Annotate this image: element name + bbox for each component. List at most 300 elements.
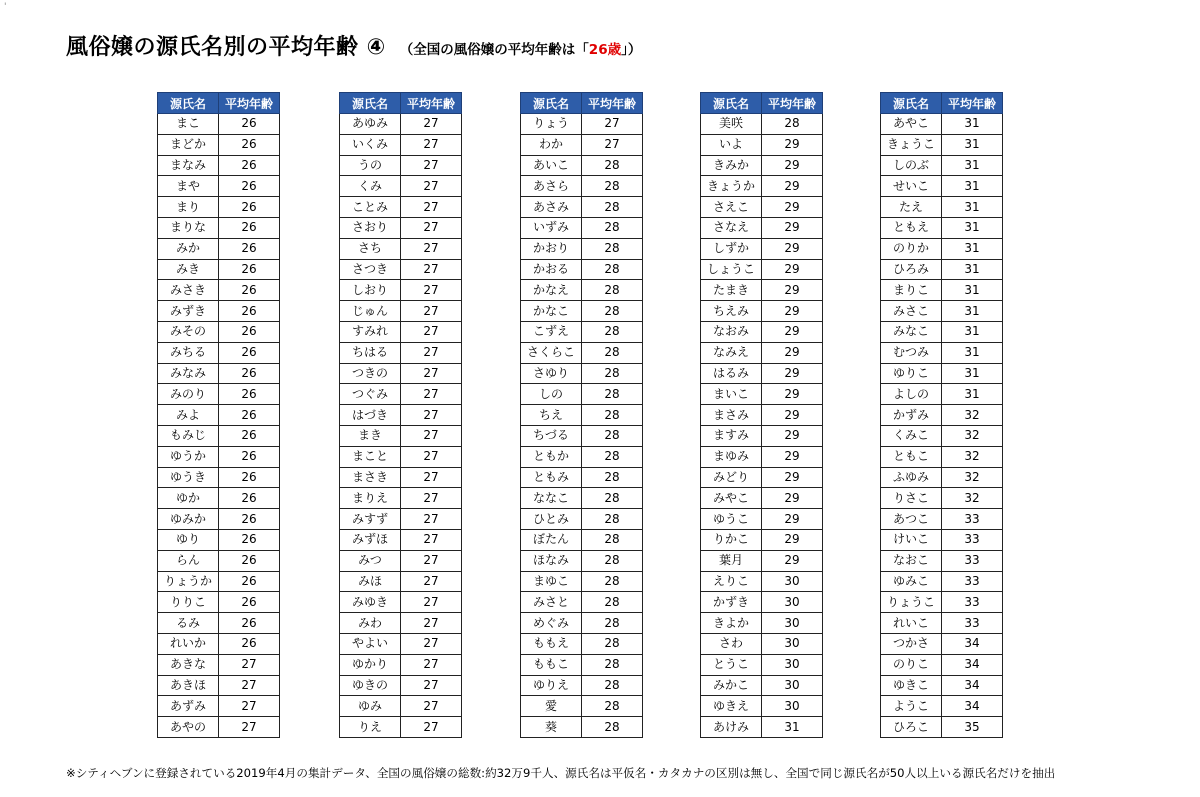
name-cell: りかこ [701,529,762,550]
table-row [881,176,1003,197]
name-cell: あけみ [701,717,762,738]
table-row [340,155,462,176]
name-cell: れいか [158,633,219,654]
table-row [701,613,823,634]
name-cell: ももこ [521,654,582,675]
table-row [340,217,462,238]
age-cell: 34 [942,675,1003,696]
age-cell: 28 [582,280,643,301]
table-row [340,280,462,301]
name-cell: まりえ [340,488,401,509]
table-row [158,488,280,509]
table-row [340,675,462,696]
age-cell: 28 [582,405,643,426]
name-cell: りさこ [881,488,942,509]
age-table-2 [339,92,462,738]
name-cell: さわ [701,633,762,654]
table-row [340,550,462,571]
table-row [158,675,280,696]
name-cell: ひろみ [881,259,942,280]
name-cell: ようこ [881,696,942,717]
age-cell: 33 [942,550,1003,571]
age-cell: 27 [401,613,462,634]
age-cell: 31 [942,301,1003,322]
age-cell: 34 [942,633,1003,654]
age-cell: 27 [401,176,462,197]
name-cell: ゆりこ [881,363,942,384]
table-row [881,384,1003,405]
name-cell: みき [158,259,219,280]
name-cell: まこと [340,446,401,467]
name-cell: まき [340,425,401,446]
age-cell: 27 [219,654,280,675]
age-cell: 28 [582,321,643,342]
header-average-age: 平均年齢 [942,93,1003,114]
name-cell: みなみ [158,363,219,384]
header-average-age: 平均年齢 [219,93,280,114]
name-cell: あさら [521,176,582,197]
table-row [521,592,643,613]
age-cell: 32 [942,425,1003,446]
age-cell: 26 [219,197,280,218]
age-cell: 34 [942,696,1003,717]
table-row [701,550,823,571]
age-cell: 33 [942,613,1003,634]
name-cell: しの [521,384,582,405]
table-row [881,134,1003,155]
table-row [521,529,643,550]
age-cell: 29 [762,176,823,197]
name-cell: うの [340,155,401,176]
age-cell: 27 [401,155,462,176]
table-row [521,301,643,322]
age-cell: 33 [942,571,1003,592]
table-row [881,197,1003,218]
name-cell: みゆき [340,592,401,613]
name-cell: きょうこ [881,134,942,155]
name-cell: みのり [158,384,219,405]
name-cell: かずみ [881,405,942,426]
table-row [340,384,462,405]
age-cell: 27 [401,509,462,530]
name-cell: あやの [158,717,219,738]
name-cell: りょう [521,114,582,135]
table-row [521,488,643,509]
table-row [158,217,280,238]
table-row [701,363,823,384]
table-row [881,301,1003,322]
name-cell: まりな [158,217,219,238]
table-row [158,633,280,654]
age-cell: 27 [401,633,462,654]
name-cell: みどり [701,467,762,488]
age-cell: 27 [582,134,643,155]
age-cell: 31 [942,134,1003,155]
name-cell: ゆきの [340,675,401,696]
table-row [340,197,462,218]
age-cell: 31 [942,259,1003,280]
age-cell: 26 [219,405,280,426]
age-cell: 26 [219,259,280,280]
name-cell: とうこ [701,654,762,675]
name-cell: みさと [521,592,582,613]
table-row [701,529,823,550]
table-row [521,717,643,738]
table-row [881,613,1003,634]
table-row [340,342,462,363]
subtitle-prefix: （全国の風俗嬢の平均年齢は「 [399,42,589,58]
table-row [521,571,643,592]
age-cell: 29 [762,238,823,259]
table-row [158,384,280,405]
name-cell: こずえ [521,321,582,342]
name-cell: みわ [340,613,401,634]
table-row [701,509,823,530]
name-cell: わか [521,134,582,155]
table-row [340,114,462,135]
name-cell: れいこ [881,613,942,634]
age-cell: 26 [219,613,280,634]
table-row [701,134,823,155]
table-row [521,384,643,405]
age-cell: 28 [582,633,643,654]
age-cell: 28 [582,176,643,197]
name-cell: 美咲 [701,114,762,135]
age-cell: 28 [582,509,643,530]
table-row [158,446,280,467]
age-cell: 28 [582,342,643,363]
table-row [881,675,1003,696]
table-row [340,488,462,509]
age-cell: 29 [762,217,823,238]
table-row [701,321,823,342]
name-cell: りりこ [158,592,219,613]
age-cell: 27 [401,571,462,592]
header-average-age: 平均年齢 [762,93,823,114]
table-row [881,571,1003,592]
age-cell: 29 [762,488,823,509]
name-cell: さなえ [701,217,762,238]
name-cell: かなこ [521,301,582,322]
age-cell: 27 [582,114,643,135]
age-cell: 27 [219,675,280,696]
table-row [158,529,280,550]
name-cell: ゆか [158,488,219,509]
table-row [340,425,462,446]
name-cell: つきの [340,363,401,384]
age-cell: 28 [582,613,643,634]
name-cell: まゆこ [521,571,582,592]
age-cell: 27 [401,197,462,218]
name-cell: かおる [521,259,582,280]
name-cell: いくみ [340,134,401,155]
table-row [340,696,462,717]
name-cell: みか [158,238,219,259]
age-cell: 30 [762,571,823,592]
average-age-highlight: 26歳 [588,42,622,58]
age-cell: 29 [762,134,823,155]
table-row [701,280,823,301]
name-cell: ほなみ [521,550,582,571]
header-name: 源氏名 [521,93,582,114]
table-row [521,259,643,280]
name-cell: まり [158,197,219,218]
age-cell: 28 [582,197,643,218]
age-cell: 29 [762,197,823,218]
table-row [340,717,462,738]
age-cell: 27 [401,259,462,280]
age-cell: 28 [582,550,643,571]
table-row [158,467,280,488]
table-row [340,529,462,550]
table-row [881,446,1003,467]
name-cell: よしの [881,384,942,405]
table-row [158,425,280,446]
name-cell: ひろこ [881,717,942,738]
age-cell: 27 [401,654,462,675]
name-cell: さゆり [521,363,582,384]
subtitle-suffix: 」） [621,42,642,58]
age-cell: 28 [582,238,643,259]
name-cell: まや [158,176,219,197]
name-cell: みやこ [701,488,762,509]
name-cell: 葉月 [701,550,762,571]
age-cell: 28 [582,571,643,592]
age-cell: 29 [762,384,823,405]
age-cell: 28 [582,717,643,738]
table-row [340,509,462,530]
table-row [158,114,280,135]
table-row [881,654,1003,675]
name-cell: ゆみか [158,509,219,530]
age-cell: 29 [762,467,823,488]
name-cell: せいこ [881,176,942,197]
age-cell: 26 [219,529,280,550]
name-cell: きよか [701,613,762,634]
name-cell: ますみ [701,425,762,446]
name-cell: ゆり [158,529,219,550]
age-cell: 28 [582,384,643,405]
age-cell: 27 [401,675,462,696]
name-cell: たまき [701,280,762,301]
table-row [340,654,462,675]
age-cell: 26 [219,592,280,613]
age-cell: 27 [401,321,462,342]
name-cell: まさみ [701,405,762,426]
age-cell: 29 [762,280,823,301]
table-row [521,321,643,342]
name-cell: みすず [340,509,401,530]
table-row [158,301,280,322]
header-average-age: 平均年齢 [582,93,643,114]
name-cell: みちる [158,342,219,363]
title-main: 風俗嬢の源氏名別の平均年齢 ④ [66,35,386,60]
age-cell: 33 [942,509,1003,530]
age-cell: 32 [942,405,1003,426]
age-cell: 27 [401,301,462,322]
age-cell: 31 [942,155,1003,176]
age-cell: 26 [219,342,280,363]
name-cell: まどか [158,134,219,155]
age-cell: 26 [219,425,280,446]
name-cell: いよ [701,134,762,155]
age-cell: 27 [401,592,462,613]
name-cell: しおり [340,280,401,301]
table-row [521,155,643,176]
table-row [340,633,462,654]
age-cell: 30 [762,654,823,675]
table-header-row [701,93,823,114]
table-row [158,280,280,301]
table-row [701,384,823,405]
age-cell: 32 [942,467,1003,488]
table-row [881,467,1003,488]
table-row [881,363,1003,384]
age-cell: 28 [582,259,643,280]
age-cell: 27 [401,488,462,509]
table-row [881,509,1003,530]
name-cell: しずか [701,238,762,259]
age-cell: 29 [762,550,823,571]
age-cell: 26 [219,488,280,509]
name-cell: るみ [158,613,219,634]
age-cell: 31 [942,384,1003,405]
table-row [158,405,280,426]
age-cell: 28 [582,696,643,717]
name-cell: けいこ [881,529,942,550]
name-cell: ゆうか [158,446,219,467]
name-cell: ももえ [521,633,582,654]
name-cell: もみじ [158,425,219,446]
table-row [340,238,462,259]
name-cell: ことみ [340,197,401,218]
age-cell: 31 [942,363,1003,384]
table-row [340,592,462,613]
table-row [521,509,643,530]
table-row [340,301,462,322]
table-row [881,259,1003,280]
age-cell: 32 [942,488,1003,509]
age-table-1 [157,92,280,738]
name-cell: ゆきえ [701,696,762,717]
age-cell: 27 [401,696,462,717]
name-cell: なみえ [701,342,762,363]
name-cell: はるみ [701,363,762,384]
age-cell: 27 [401,217,462,238]
age-cell: 28 [582,467,643,488]
name-cell: あきほ [158,675,219,696]
table-row [340,176,462,197]
name-cell: ちはる [340,342,401,363]
table-row [701,675,823,696]
name-cell: いずみ [521,217,582,238]
table-row [158,259,280,280]
table-row [521,633,643,654]
age-cell: 28 [582,425,643,446]
name-cell: くみ [340,176,401,197]
age-cell: 28 [582,446,643,467]
table-row [521,342,643,363]
table-row [521,176,643,197]
table-row [340,259,462,280]
header-name: 源氏名 [881,93,942,114]
age-table-3 [520,92,643,738]
age-cell: 34 [942,654,1003,675]
age-cell: 26 [219,238,280,259]
name-cell: みなこ [881,321,942,342]
name-cell: みよ [158,405,219,426]
name-cell: まなみ [158,155,219,176]
table-header-row [521,93,643,114]
name-cell: のりこ [881,654,942,675]
name-cell: みさこ [881,301,942,322]
age-cell: 31 [942,342,1003,363]
tables-area [0,92,1200,742]
age-cell: 29 [762,405,823,426]
name-cell: ゆみこ [881,571,942,592]
name-cell: むつみ [881,342,942,363]
age-cell: 26 [219,114,280,135]
age-cell: 27 [401,405,462,426]
age-cell: 31 [942,176,1003,197]
name-cell: ひとみ [521,509,582,530]
age-cell: 31 [942,217,1003,238]
name-cell: りえ [340,717,401,738]
table-row [158,550,280,571]
name-cell: きみか [701,155,762,176]
age-cell: 26 [219,301,280,322]
name-cell: つぐみ [340,384,401,405]
name-cell: まさき [340,467,401,488]
name-cell: ぼたん [521,529,582,550]
name-cell: はづき [340,405,401,426]
name-cell: かなえ [521,280,582,301]
age-cell: 29 [762,529,823,550]
name-cell: さおり [340,217,401,238]
table-row [340,446,462,467]
table-row [521,550,643,571]
age-cell: 28 [582,529,643,550]
age-cell: 27 [401,425,462,446]
age-cell: 26 [219,446,280,467]
name-cell: のりか [881,238,942,259]
age-cell: 28 [582,217,643,238]
age-cell: 26 [219,363,280,384]
table-row [158,509,280,530]
table-row [701,259,823,280]
age-cell: 30 [762,613,823,634]
page-title [66,30,641,70]
table-row [881,405,1003,426]
age-cell: 27 [219,717,280,738]
table-row [158,155,280,176]
name-cell: ちづる [521,425,582,446]
table-row [881,488,1003,509]
name-cell: りょうこ [881,592,942,613]
table-row [521,217,643,238]
name-cell: みかこ [701,675,762,696]
header-average-age: 平均年齢 [401,93,462,114]
table-row [881,114,1003,135]
name-cell: ちえ [521,405,582,426]
age-cell: 27 [401,238,462,259]
table-row [881,155,1003,176]
age-cell: 27 [219,696,280,717]
table-row [340,571,462,592]
age-cell: 27 [401,114,462,135]
age-cell: 27 [401,550,462,571]
name-cell: くみこ [881,425,942,446]
